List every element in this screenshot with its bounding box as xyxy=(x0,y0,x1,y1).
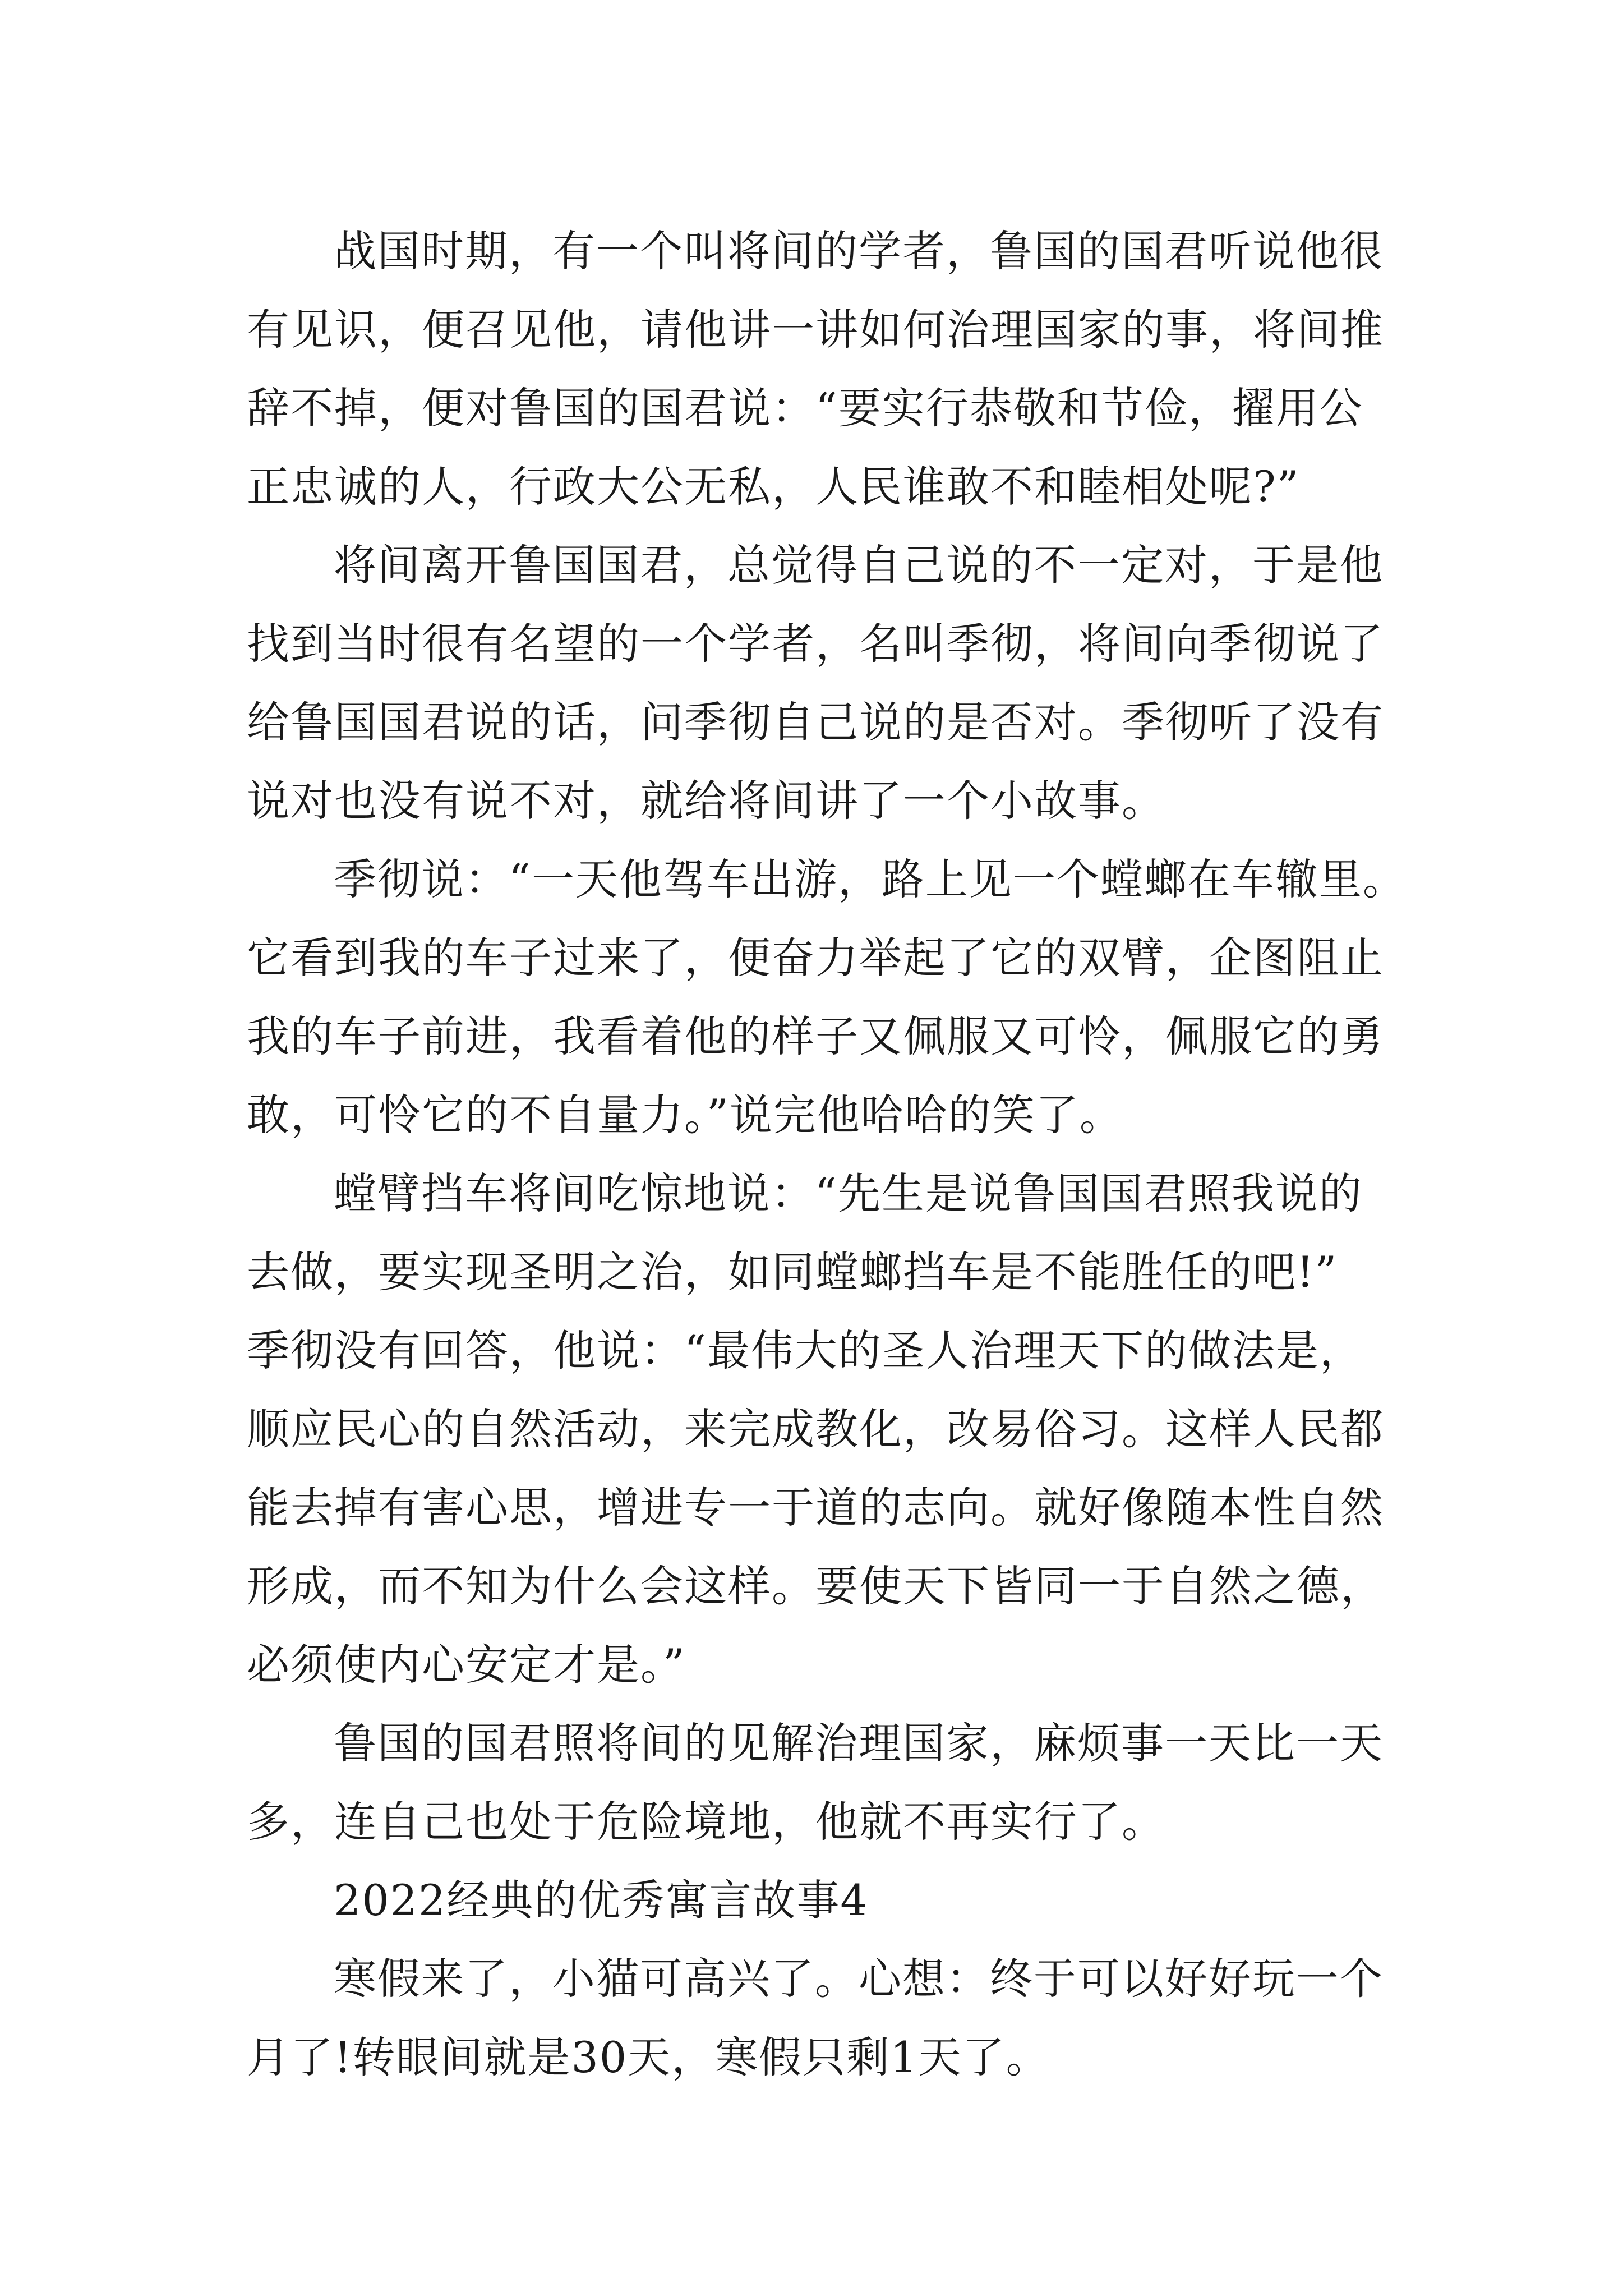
section-heading: 2022经典的优秀寓言故事4 xyxy=(334,1875,869,1925)
paragraph-3-line-3: 我的车子前进，我看着他的样子又佩服又可怜，佩服它的勇 xyxy=(247,1011,1384,1061)
paragraph-3-line-1: 季彻说：“一天他驾车出游，路上见一个螳螂在车辙里。 xyxy=(334,854,1407,904)
paragraph-1-line-3: 辞不掉，便对鲁国的国君说：“要实行恭敬和节俭，擢用公 xyxy=(247,383,1363,433)
paragraph-2-line-4: 说对也没有说不对，就给将间讲了一个小故事。 xyxy=(247,776,1165,826)
paragraph-5-line-2: 多，连自己也处于危险境地，他就不再实行了。 xyxy=(247,1797,1165,1847)
paragraph-4-line-4: 顺应民心的自然活动，来完成教化，改易俗习。这样人民都 xyxy=(247,1404,1384,1454)
paragraph-4-line-6: 形成，而不知为什么会这样。要使天下皆同一于自然之德， xyxy=(247,1561,1384,1611)
paragraph-2-line-3: 给鲁国国君说的话，问季彻自己说的是否对。季彻听了没有 xyxy=(247,697,1384,747)
paragraph-2-line-1: 将间离开鲁国国君，总觉得自己说的不一定对，于是他 xyxy=(334,540,1384,590)
document-body xyxy=(247,212,1407,2097)
paragraph-2-line-2: 找到当时很有名望的一个学者，名叫季彻，将间向季彻说了 xyxy=(247,619,1384,669)
paragraph-5-line-1: 鲁国的国君照将间的见解治理国家，麻烦事一天比一天 xyxy=(334,1718,1384,1768)
paragraph-1-line-4: 正忠诚的人，行政大公无私，人民谁敢不和睦相处呢?” xyxy=(247,462,1300,512)
paragraph-3-line-4: 敢，可怜它的不自量力。”说完他哈哈的笑了。 xyxy=(247,1090,1123,1140)
paragraph-6-line-1: 寒假来了，小猫可高兴了。心想：终于可以好好玩一个 xyxy=(334,1954,1384,2004)
paragraph-4-line-1: 螳臂挡车将间吃惊地说：“先生是说鲁国国君照我说的 xyxy=(334,1168,1363,1218)
paragraph-3-line-2: 它看到我的车子过来了，便奋力举起了它的双臂，企图阻止 xyxy=(247,933,1384,983)
paragraph-4-line-7: 必须使内心安定才是。” xyxy=(247,1640,686,1690)
paragraph-4-line-3: 季彻没有回答，他说：“最伟大的圣人治理天下的做法是， xyxy=(247,1326,1363,1375)
paragraph-6-line-2: 月了!转眼间就是30天，寒假只剩1天了。 xyxy=(247,2032,1050,2082)
paragraph-4-line-2: 去做，要实现圣明之治，如同螳螂挡车是不能胜任的吧!” xyxy=(247,1247,1338,1297)
paragraph-1-line-1: 战国时期，有一个叫将间的学者，鲁国的国君听说他很 xyxy=(334,226,1384,276)
paragraph-4-line-5: 能去掉有害心思，增进专一于道的志向。就好像随本性自然 xyxy=(247,1483,1384,1533)
paragraph-1-line-2: 有见识，便召见他，请他讲一讲如何治理国家的事，将间推 xyxy=(247,305,1384,355)
